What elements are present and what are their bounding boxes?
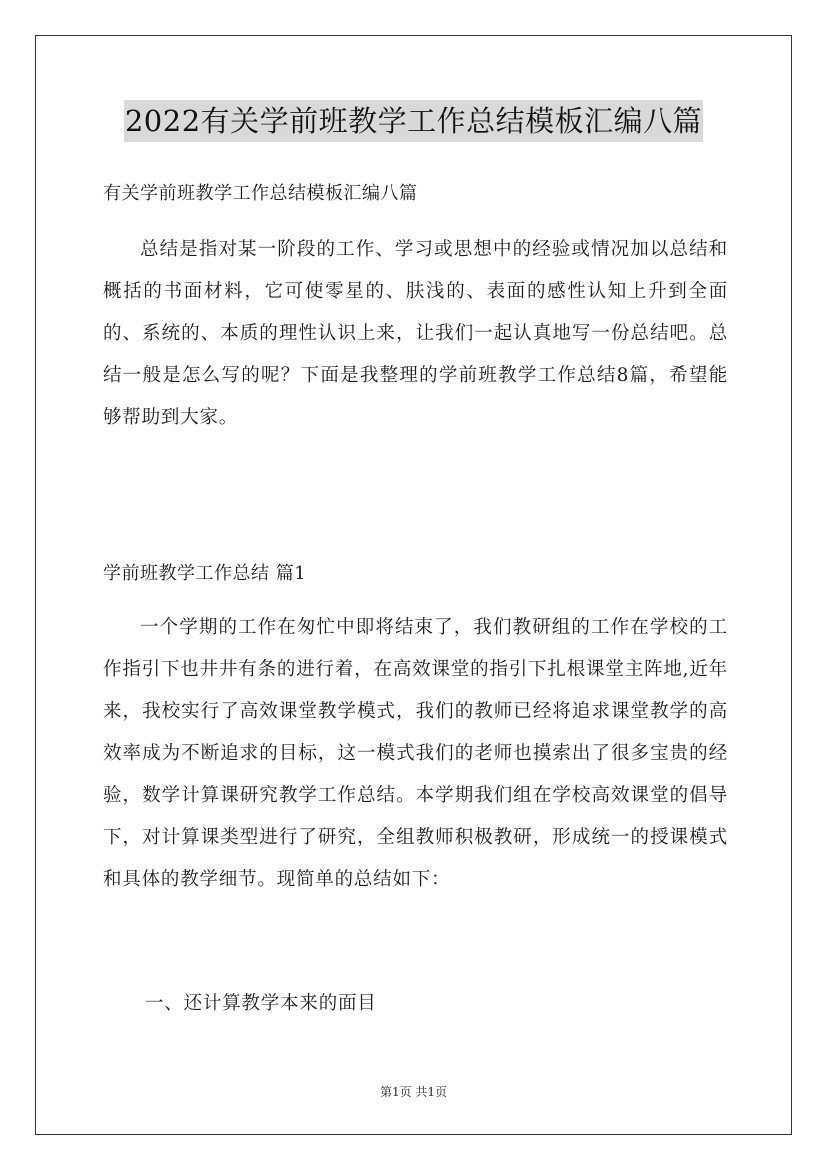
section-heading: 学前班教学工作总结 篇1	[103, 563, 307, 584]
page-footer: 第1页 共1页	[379, 1085, 448, 1099]
sub-heading: 一、还计算教学本来的面目	[145, 993, 377, 1014]
title-container	[0, 100, 827, 142]
document-title: 2022有关学前班教学工作总结模板汇编八篇	[124, 100, 703, 142]
document-subtitle: 有关学前班教学工作总结模板汇编八篇	[103, 183, 418, 204]
intro-paragraph: 总结是指对某一阶段的工作、学习或思想中的经验或情况加以总结和概括的书面材料，它可使零星的、肤浅的、表面的感性认知上升到全面的、系统的、本质的理性认识上来，让我们一起认真地写一份总结吧。总结一般是怎么写的呢？下面是我整理的学前班教学工作总结8篇，希望能够帮助到大家。	[103, 239, 728, 428]
section-paragraph: 一个学期的工作在匆忙中即将结束了，我们教研组的工作在学校的工作指引下也井井有条的进行着，在高效课堂的指引下扎根课堂主阵地,近年来，我校实行了高效课堂教学模式，我们的教师已经将追求课堂教学的高效率成为不断追求的目标，这一模式我们的老师也摸索出了很多宝贵的经验，数学计算课研究教学工作总结。本学期我们组在学校高效课堂的倡导下，对计算课类型进行了研究，全组教师积极教研，形成统一的授课模式和具体的教学细节。现简单的总结如下：	[103, 617, 728, 890]
